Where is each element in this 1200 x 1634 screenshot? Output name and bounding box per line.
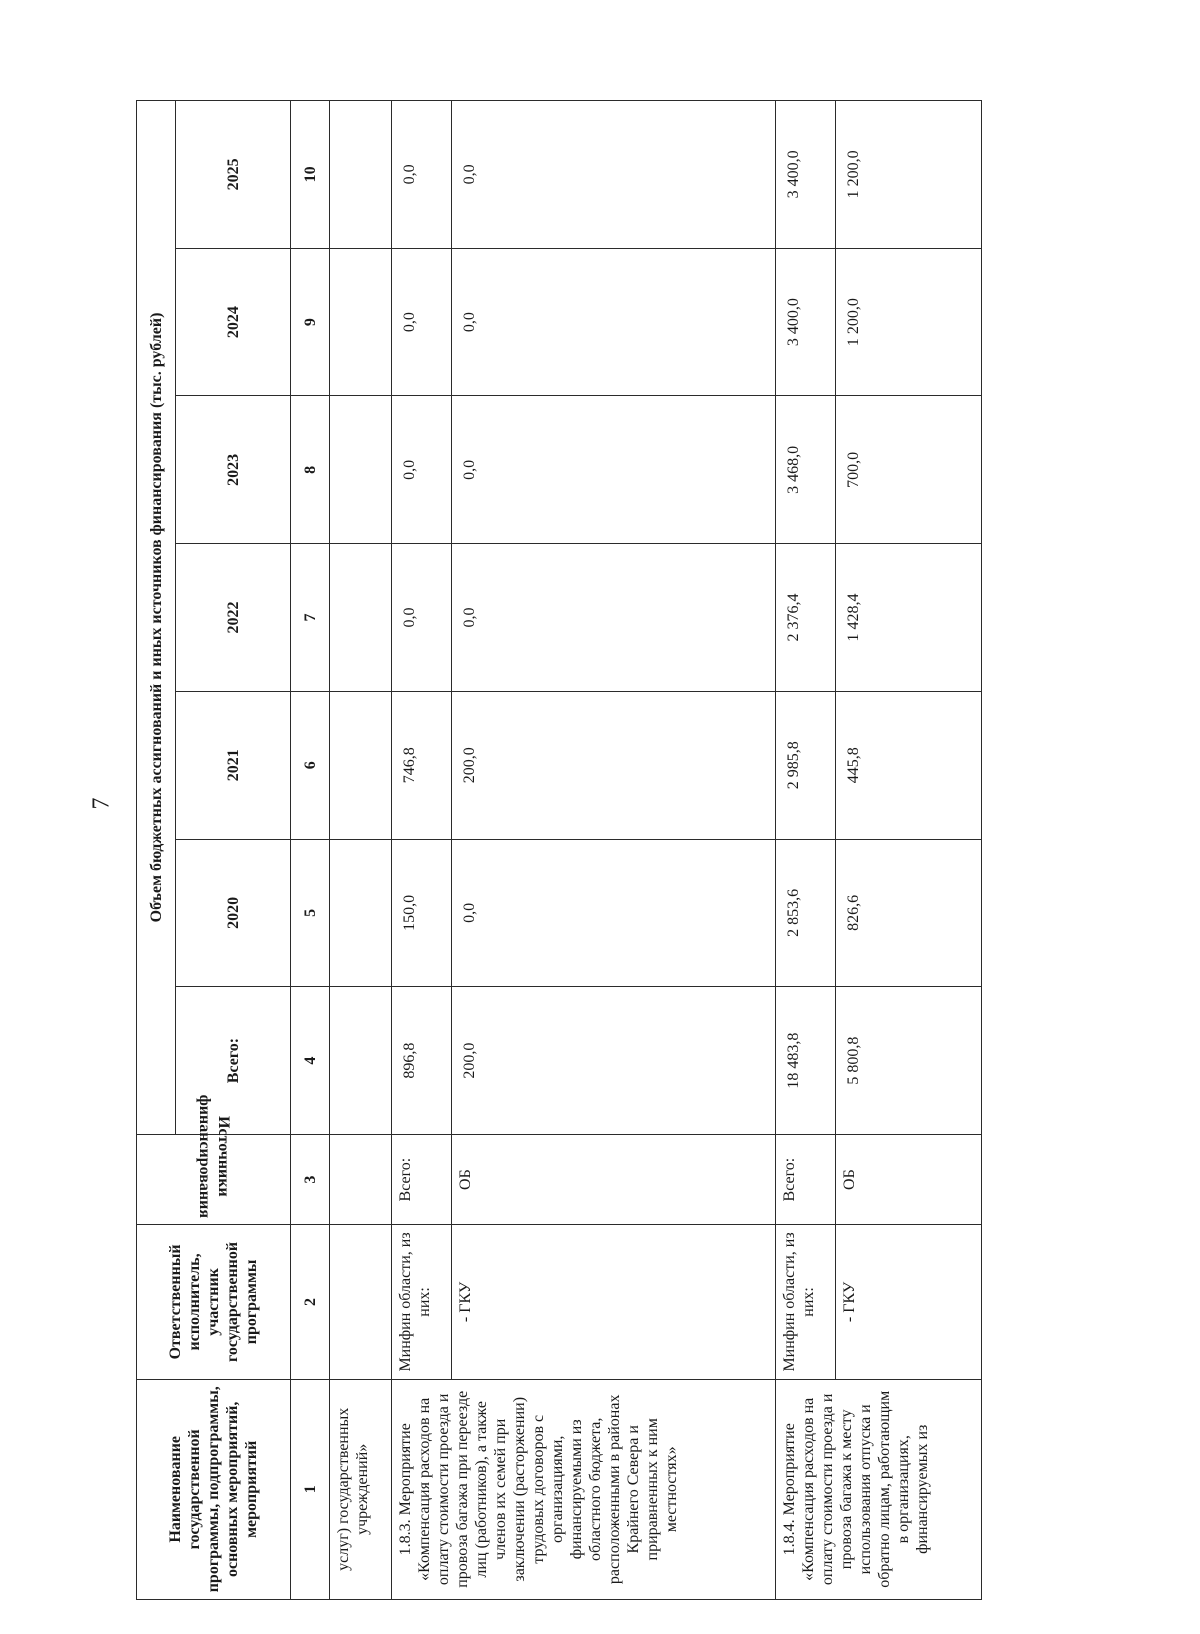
row-executor: Минфин области, из них: bbox=[392, 1225, 452, 1379]
row-value: 2 376,4 bbox=[776, 544, 836, 692]
header-year-2022: 2022 bbox=[176, 544, 291, 692]
row-value: 3 468,0 bbox=[776, 396, 836, 544]
row-value: 1 428,4 bbox=[836, 544, 982, 692]
row-value: 3 400,0 bbox=[776, 248, 836, 396]
header-year-2024: 2024 bbox=[176, 248, 291, 396]
row-value: 5 800,8 bbox=[836, 987, 982, 1135]
header-funding-group: Объем бюджетных ассигнований и иных источников финансирования (тыс. рублей) bbox=[137, 101, 176, 1135]
table-row bbox=[330, 101, 392, 1600]
page-number: 7 bbox=[88, 797, 115, 809]
row-executor bbox=[330, 1225, 392, 1379]
table-row bbox=[392, 101, 452, 1600]
row-executor: - ГКУ bbox=[836, 1225, 982, 1379]
funding-table bbox=[136, 100, 982, 1600]
header-name: Наименование государственной программы, подпрограммы, основных мероприятий, мероприятий bbox=[137, 1379, 291, 1599]
row-value: 826,6 bbox=[836, 839, 982, 987]
column-number: 6 bbox=[291, 691, 330, 839]
header-executor: Ответственный исполнитель, участник государственной программы bbox=[137, 1225, 291, 1379]
row-value: 2 985,8 bbox=[776, 691, 836, 839]
column-number: 8 bbox=[291, 396, 330, 544]
row-value bbox=[330, 544, 392, 692]
row-source bbox=[330, 1134, 392, 1224]
funding-table-rotated bbox=[136, 100, 1016, 1600]
row-value: 0,0 bbox=[452, 396, 776, 544]
table-row bbox=[776, 101, 836, 1600]
row-value: 700,0 bbox=[836, 396, 982, 544]
row-value: 0,0 bbox=[392, 544, 452, 692]
column-number: 2 bbox=[291, 1225, 330, 1379]
row-value: 0,0 bbox=[392, 396, 452, 544]
row-value bbox=[330, 396, 392, 544]
table-row bbox=[452, 101, 776, 1600]
row-value: 0,0 bbox=[392, 101, 452, 249]
row-value bbox=[330, 839, 392, 987]
row-value: 896,8 bbox=[392, 987, 452, 1135]
row-value: 3 400,0 bbox=[776, 101, 836, 249]
row-value: 0,0 bbox=[452, 839, 776, 987]
row-source: ОБ bbox=[836, 1134, 982, 1224]
table-row bbox=[836, 101, 982, 1600]
row-value: 0,0 bbox=[452, 544, 776, 692]
row-value bbox=[330, 248, 392, 396]
column-number: 5 bbox=[291, 839, 330, 987]
column-number: 10 bbox=[291, 101, 330, 249]
column-number: 4 bbox=[291, 987, 330, 1135]
header-year-total: Всего: bbox=[176, 987, 291, 1135]
column-number: 9 bbox=[291, 248, 330, 396]
row-value: 0,0 bbox=[452, 101, 776, 249]
row-value bbox=[330, 987, 392, 1135]
row-value: 1 200,0 bbox=[836, 101, 982, 249]
row-source: Всего: bbox=[392, 1134, 452, 1224]
header-year-2025: 2025 bbox=[176, 101, 291, 249]
column-number: 7 bbox=[291, 544, 330, 692]
row-value: 2 853,6 bbox=[776, 839, 836, 987]
column-number: 1 bbox=[291, 1379, 330, 1599]
row-value bbox=[330, 101, 392, 249]
row-name: 1.8.3. Мероприятие «Компенсация расходов на оплату стоимости проезда и провоза багажа при переезде лиц (работников), а также членов их семей при заключении (расторжении) трудовых договоров с организациями, финансируемыми из областного бюджета, расположенными в районах Крайнего Севера и приравненных к ним местностях» bbox=[392, 1379, 776, 1599]
row-value: 200,0 bbox=[452, 691, 776, 839]
row-name: услуг) государственных учреждений» bbox=[330, 1379, 392, 1599]
row-value: 1 200,0 bbox=[836, 248, 982, 396]
row-value: 0,0 bbox=[452, 248, 776, 396]
column-number: 3 bbox=[291, 1134, 330, 1224]
row-value: 18 483,8 bbox=[776, 987, 836, 1135]
row-executor: - ГКУ bbox=[452, 1225, 776, 1379]
row-value: 0,0 bbox=[392, 248, 452, 396]
row-value: 445,8 bbox=[836, 691, 982, 839]
row-source: Всего: bbox=[776, 1134, 836, 1224]
header-source: Источники финансирования bbox=[137, 1134, 291, 1224]
row-value: 150,0 bbox=[392, 839, 452, 987]
row-executor: Минфин области, из них: bbox=[776, 1225, 836, 1379]
row-value: 746,8 bbox=[392, 691, 452, 839]
row-value bbox=[330, 691, 392, 839]
header-year-2021: 2021 bbox=[176, 691, 291, 839]
row-value: 200,0 bbox=[452, 987, 776, 1135]
header-year-2020: 2020 bbox=[176, 839, 291, 987]
header-year-2023: 2023 bbox=[176, 396, 291, 544]
row-source: ОБ bbox=[452, 1134, 776, 1224]
row-name: 1.8.4. Мероприятие «Компенсация расходов на оплату стоимости проезда и провоза багажа к месту использования отпуска и обратно лицам, работающим в организациях, финансируемых из bbox=[776, 1379, 982, 1599]
